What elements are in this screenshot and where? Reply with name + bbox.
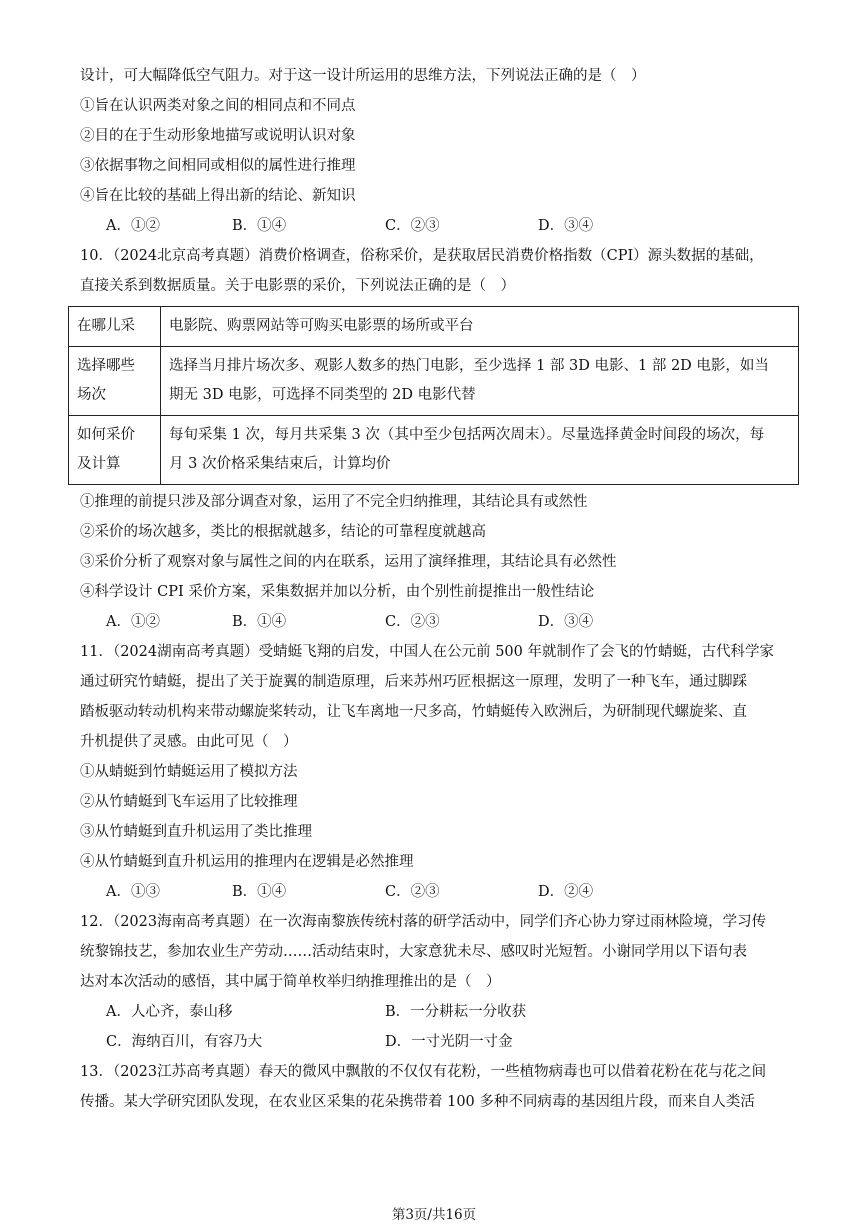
q11-stem-line-1: 11．（2024湖南高考真题）受蜻蜓飞翔的启发，中国人在公元前 500 年就制作了会飞的竹蜻蜓，古代科学家 [80, 644, 774, 660]
q9-stem-tail: 设计，可大幅降低空气阻力。对于这一设计所运用的思维方法，下列说法正确的是（ ） [80, 68, 646, 84]
q11-stem-line-3: 踏板驱动转动机构来带动螺旋桨转动，让飞车离地一尺多高，竹蜻蜓传入欧洲后，为研制现代螺旋桨、直 [80, 704, 747, 720]
q11-statement-2: ②从竹蜻蜓到飞车运用了比较推理 [80, 794, 298, 810]
q11-stem-line-4: 升机提供了灵感。由此可见（ ） [80, 734, 298, 750]
q13-stem-line-2: 传播。某大学研究团队发现，在农业区采集的花朵携带着 100 多种不同病毒的基因组片段，而来自人类活 [80, 1094, 755, 1110]
q10-statement-4: ④科学设计 CPI 采价方案，采集数据并加以分析，由个别性前提推出一般性结论 [80, 584, 595, 600]
q10-option-b: B．①④ [232, 614, 287, 630]
q11-option-a: A．①③ [106, 884, 160, 900]
q12-stem-line-2: 统黎锦技艺，参加农业生产劳动……活动结束时，大家意犹未尽、感叹时光短暂。小谢同学用以下语句表 [80, 944, 747, 960]
table-row [69, 307, 799, 347]
q12-option-c: C．海纳百川，有容乃大 [106, 1034, 263, 1050]
table-body-cell: 选择当月排片场次多、观影人数多的热门电影，至少选择 1 部 3D 电影、1 部 2D 电影，如当 期无 3D 电影，可选择不同类型的 2D 电影代替 [161, 347, 799, 416]
q12-option-d: D．一寸光阴一寸金 [385, 1034, 513, 1050]
q13-stem-line-1: 13．（2023江苏高考真题）春天的微风中飘散的不仅仅有花粉，一些植物病毒也可以借着花粉在花与花之间 [80, 1064, 767, 1080]
q10-option-a: A．①② [106, 614, 160, 630]
q10-statement-3: ③采价分析了观察对象与属性之间的内在联系，运用了演绎推理，其结论具有必然性 [80, 554, 617, 570]
q10-statement-2: ②采价的场次越多，类比的根据就越多，结论的可靠程度就越高 [80, 524, 486, 540]
q9-statement-4: ④旨在比较的基础上得出新的结论、新知识 [80, 188, 356, 204]
q9-statement-2: ②目的在于生动形象地描写或说明认识对象 [80, 128, 356, 144]
q9-statement-3: ③依据事物之间相同或相似的属性进行推理 [80, 158, 356, 174]
q11-option-d: D．②④ [538, 884, 594, 900]
q9-option-b: B．①④ [232, 218, 287, 234]
q9-statement-1: ①旨在认识两类对象之间的相同点和不同点 [80, 98, 356, 114]
table-row [69, 347, 799, 416]
q11-statement-4: ④从竹蜻蜓到直升机运用的推理内在逻辑是必然推理 [80, 854, 414, 870]
q11-stem-line-2: 通过研究竹蜻蜓，提出了关于旋翼的制造原理，后来苏州巧匠根据这一原理，发明了一种飞车，通过脚踩 [80, 674, 747, 690]
table-header-cell: 在哪儿采 [69, 307, 161, 347]
q12-stem-line-3: 达对本次活动的感悟，其中属于简单枚举归纳推理推出的是（ ） [80, 974, 501, 990]
table-header-cell: 选择哪些 场次 [69, 347, 161, 416]
q10-stem-line-1: 10．（2024北京高考真题）消费价格调查，俗称采价，是获取居民消费价格指数（CPI）源头数据的基础， [80, 248, 764, 264]
q9-option-c: C．②③ [385, 218, 440, 234]
q12-stem-line-1: 12．（2023海南高考真题）在一次海南黎族传统村落的研学活动中，同学们齐心协力穿过雨林险境，学习传 [80, 914, 767, 930]
table-body-cell: 每旬采集 1 次，每月共采集 3 次（其中至少包括两次周末）。尽量选择黄金时间段的场次，每 月 3 次价格采集结束后，计算均价 [161, 416, 799, 485]
table-body-cell: 电影院、购票网站等可购买电影票的场所或平台 [161, 307, 799, 347]
q10-statement-1: ①推理的前提只涉及部分调查对象，运用了不完全归纳推理，其结论具有或然性 [80, 494, 588, 510]
q12-option-a: A．人心齐，泰山移 [106, 1004, 233, 1020]
q11-statement-3: ③从竹蜻蜓到直升机运用了类比推理 [80, 824, 312, 840]
table-row [69, 416, 799, 485]
q11-statement-1: ①从蜻蜓到竹蜻蜓运用了模拟方法 [80, 764, 298, 780]
q9-option-d: D．③④ [538, 218, 594, 234]
q12-option-b: B．一分耕耘一分收获 [385, 1004, 527, 1020]
q11-option-c: C．②③ [385, 884, 440, 900]
q11-option-b: B．①④ [232, 884, 287, 900]
q10-stem-line-2: 直接关系到数据质量。关于电影票的采价，下列说法正确的是（ ） [80, 278, 515, 294]
q10-option-c: C．②③ [385, 614, 440, 630]
q10-option-d: D．③④ [538, 614, 594, 630]
q9-option-a: A．①② [106, 218, 160, 234]
table-header-cell: 如何采价 及计算 [69, 416, 161, 485]
cpi-sampling-table [68, 306, 799, 485]
page-number-footer: 第3页/共16页 [391, 1207, 477, 1223]
